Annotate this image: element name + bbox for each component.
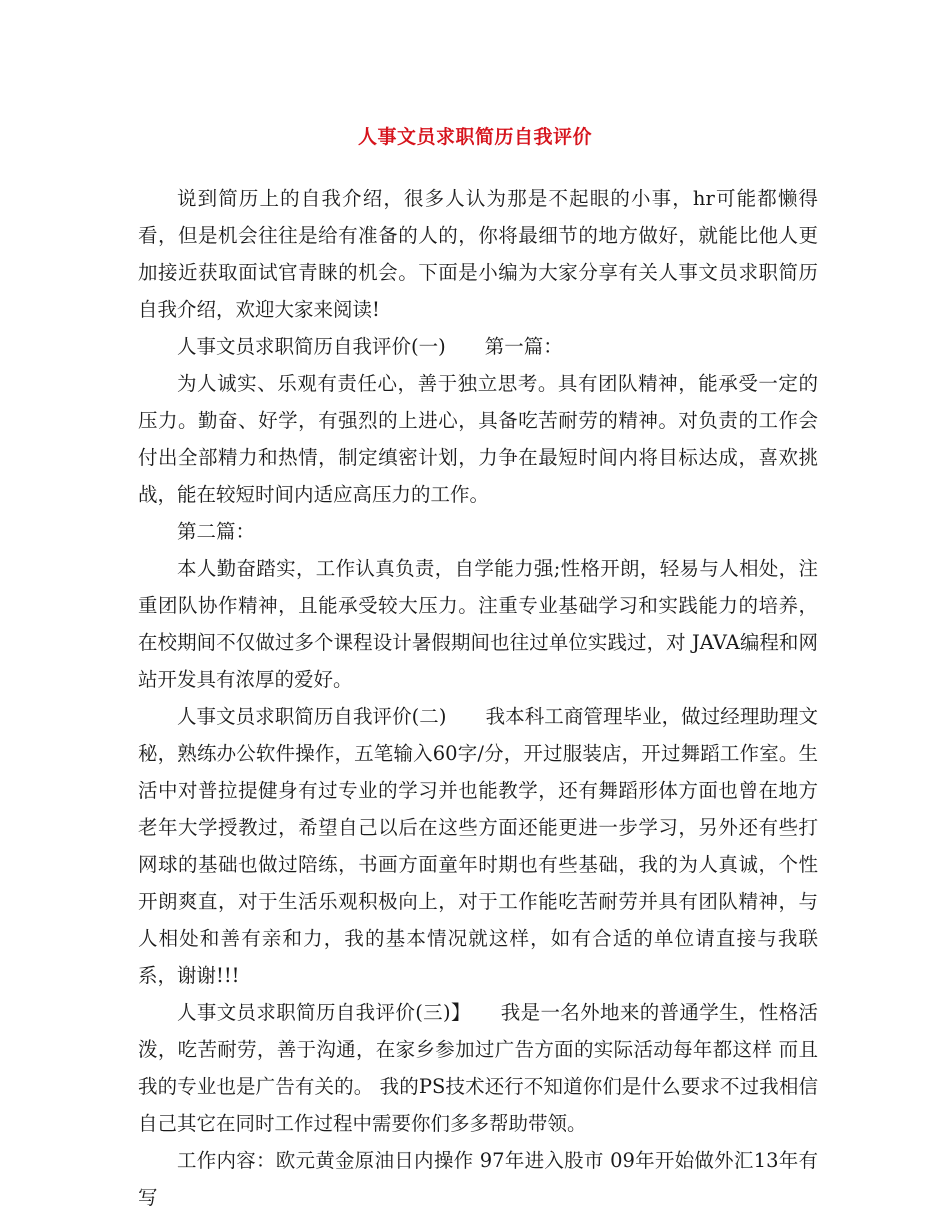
paragraph-1: 为人诚实、乐观有责任心，善于独立思考。具有团队精神，能承受一定的压力。勤奋、好学，有强烈的上进心，具备吃苦耐劳的精神。对负责的工作会付出全部精力和热情，制定缜密计划，力争在最短时间内将目标达成，喜欢挑战，能在较短时间内适应高压力的工作。 — [138, 372, 818, 506]
paragraph-2: 本人勤奋踏实，工作认真负责，自学能力强;性格开朗，轻易与人相处，注重团队协作精神，且能承受较大压力。注重专业基础学习和实践能力的培养，在校期间不仅做过多个课程设计暑假期间也往过单位实践过，对 JAVA编程和网站开发具有浓厚的爱好。 — [138, 557, 818, 691]
paragraph-5: 工作内容：欧元黄金原油日内操作 97年进入股市 09年开始做外汇13年有写 — [138, 1149, 818, 1209]
document-body — [138, 180, 818, 1216]
document-title: 人事文员求职简历自我评价 — [357, 126, 592, 148]
intro-paragraph: 说到简历上的自我介绍，很多人认为那是不起眼的小事，hr可能都懒得看，但是机会往往是给有准备的人的，你将最细节的地方做好，就能比他人更加接近获取面试官青睐的机会。下面是小编为大家分享有关人事文员求职简历自我介绍，欢迎大家来阅读! — [138, 187, 818, 321]
section-heading-2: 第二篇： — [177, 520, 256, 543]
paragraph-4: 人事文员求职简历自我评价(三)】 我是一名外地来的普通学生，性格活泼，吃苦耐劳，善于沟通，在家乡参加过广告方面的实际活动每年都这样 而且我的专业也是广告有关的。 我的PS技术还行不知道你们是什么要求不过我相信自己其它在同时工作过程中需要你们多多帮助带领。 — [138, 1001, 818, 1135]
paragraph-3: 人事文员求职简历自我评价(二) 我本科工商管理毕业，做过经理助理文秘，熟练办公软件操作，五笔输入60字/分，开过服装店，开过舞蹈工作室。生活中对普拉提健身有过专业的学习并也能教学，还有舞蹈形体方面也曾在地方老年大学授教过，希望自己以后在这些方面还能更进一步学习，另外还有些打网球的基础也做过陪练，书画方面童年时期也有些基础，我的为人真诚，个性开朗爽直，对于生活乐观积极向上，对于工作能吃苦耐劳并具有团队精神，与人相处和善有亲和力，我的基本情况就这样，如有合适的单位请直接与我联系，谢谢!!! — [138, 705, 818, 987]
section-heading-1: 人事文员求职简历自我评价(一) 第一篇： — [177, 335, 563, 358]
